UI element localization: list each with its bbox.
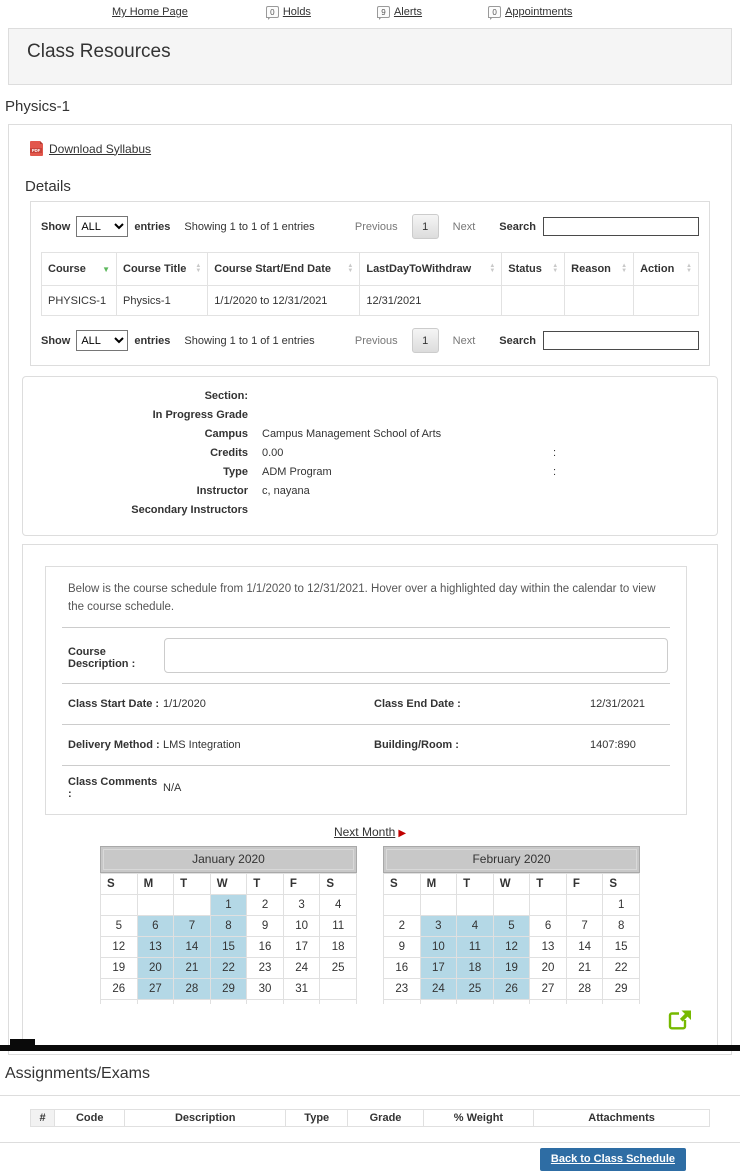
search-input[interactable] [543,331,699,350]
calendar-day-highlighted[interactable]: 18 [457,957,494,978]
info-value: Campus Management School of Arts [262,428,442,440]
calendar-day [420,999,457,1004]
sort-icon: ▲ ▼ [195,263,202,274]
assignments-column-header--weight: % Weight [423,1110,533,1127]
calendar-day: 12 [101,936,138,957]
pagination [351,214,479,239]
sort-icon: ▲ ▼ [489,263,496,274]
calendar-day: 9 [384,936,421,957]
info-row [39,447,701,459]
calendar-week-row [101,915,357,936]
info-row [39,466,701,478]
sort-active-icon: ▼ [102,264,111,274]
search-label: Search [499,220,536,233]
calendar-day: 4 [320,894,357,915]
nav-appointments-link[interactable]: Appointments [505,6,573,18]
calendar-day [384,894,421,915]
calendar-day [174,999,211,1004]
bottom-bar [0,1045,740,1051]
calendar-day: 19 [101,957,138,978]
calendars [35,846,705,1005]
calendar-day-highlighted[interactable]: 21 [174,957,211,978]
table-controls-top [41,214,699,239]
class-start-date-label: Class Start Date : [68,697,160,710]
calendar-day-highlighted[interactable]: 24 [420,978,457,999]
courses-table-panel [30,201,710,366]
calendar-day: 22 [603,957,640,978]
sort-icon: ▲ ▼ [621,263,628,274]
calendar-day: 21 [566,957,603,978]
calendar-day: 1 [603,894,640,915]
details-heading: Details [25,178,71,195]
calendar-week-row [384,936,640,957]
calendar-day [493,999,530,1004]
page-number-button[interactable]: 1 [412,214,439,239]
calendar-day: 13 [530,936,567,957]
calendar-week-row [384,978,640,999]
next-month-row [35,825,705,839]
page-title: Class Resources [27,41,171,62]
nav-my-home-page-link[interactable]: My Home Page [112,6,188,18]
column-label: Status [508,263,542,275]
calendar-day [384,999,421,1004]
column-header-reason[interactable] [565,253,634,286]
calendar-day: 26 [101,978,138,999]
weekday-header: F [566,873,603,894]
class-end-date-label: Class End Date : [374,697,461,710]
calendar-day-highlighted[interactable]: 17 [420,957,457,978]
sort-icon: ▲ ▼ [686,263,692,274]
nav-appointments[interactable] [488,6,572,18]
show-label: Show [41,220,71,233]
appointments-count-badge-icon: 0 [488,6,501,18]
course-description-label: Course Description : [68,645,136,670]
weekday-header: S [603,873,640,894]
calendar-title-bar [383,846,640,873]
calendar-week-row [101,957,357,978]
course-info-panel [22,376,718,536]
weekday-header: S [101,873,138,894]
calendar-day: 11 [320,915,357,936]
table-cell [565,286,634,316]
calendar-day-highlighted[interactable]: 29 [210,978,247,999]
calendar-day: 3 [283,894,320,915]
calendar-day [457,894,494,915]
calendar-day-highlighted[interactable]: 13 [137,936,174,957]
info-value: c, nayana [262,485,310,497]
weekday-header: F [283,873,320,894]
calendar-day-highlighted[interactable]: 11 [457,936,494,957]
calendar-day [320,999,357,1004]
calendar-day: 31 [283,978,320,999]
page-title-panel [8,28,732,85]
calendar-day-highlighted[interactable]: 7 [174,915,211,936]
calendar-day [174,894,211,915]
calendar-january-2020 [100,846,357,1005]
calendar-day [457,999,494,1004]
column-label: Action [640,263,675,275]
class-comments-row [62,776,670,810]
show-label: Show [41,334,71,347]
calendar-day-highlighted[interactable]: 5 [493,915,530,936]
info-suffix: : [553,447,557,459]
calendar-day: 29 [603,978,640,999]
info-label: Type [223,466,248,478]
weekday-header: W [493,873,530,894]
courses-table [41,252,699,316]
table-row [42,286,699,316]
next-page-button[interactable]: Next [452,334,476,347]
info-row [39,390,701,402]
column-header-course[interactable] [42,253,117,286]
search-box [499,217,699,236]
table-cell: 12/31/2021 [360,286,502,316]
calendar-day-highlighted[interactable]: 15 [210,936,247,957]
next-month-arrow-icon: ▶ [398,827,407,839]
holds-count-badge-icon: 0 [266,6,279,18]
previous-page-button[interactable]: Previous [354,334,398,347]
page-number-button[interactable]: 1 [412,328,439,353]
course-description-row [62,638,670,673]
search-box [499,331,699,350]
calendar-day [566,894,603,915]
schedule-info-box [45,566,687,815]
calendar-day [603,999,640,1004]
calendar-clipped-row [101,999,357,1004]
weekday-header: T [530,873,567,894]
calendar-day [530,894,567,915]
info-label: In Progress Grade [152,409,248,421]
calendar-day: 20 [530,957,567,978]
weekday-header: S [384,873,421,894]
class-start-date-value: 1/1/2020 [163,697,206,710]
info-suffix: : [553,466,557,478]
column-label: Course Title [123,263,187,275]
calendar-day [530,999,567,1004]
weekday-header: W [210,873,247,894]
search-label: Search [499,334,536,347]
calendar-day-highlighted[interactable]: 27 [137,978,174,999]
calendar-week-row [101,978,357,999]
download-syllabus-link[interactable] [30,141,151,156]
column-header-action[interactable] [634,253,699,286]
calendar-day-highlighted[interactable]: 12 [493,936,530,957]
assignments-column-header--: # [31,1110,55,1127]
calendar-day-highlighted[interactable]: 25 [457,978,494,999]
calendar-day [493,894,530,915]
bottom-bar-notch [10,1039,35,1047]
info-label: Instructor [196,485,248,497]
showing-entries-text: Showing 1 to 1 of 1 entries [184,220,315,233]
next-page-button[interactable]: Next [452,220,476,233]
calendar-day: 18 [320,936,357,957]
building-room-label: Building/Room : [374,738,459,751]
class-end-date-value: 12/31/2021 [590,697,646,710]
assignments-column-header-code: Code [55,1110,125,1127]
calendar-week-row [101,894,357,915]
top-nav [0,0,740,24]
calendar-day: 17 [283,936,320,957]
calendar-day: 5 [101,915,138,936]
info-value: 0.00 [262,447,284,459]
calendar-title-bar [100,846,357,873]
weekday-header: T [247,873,284,894]
calendar-day: 15 [603,936,640,957]
calendar-day-highlighted[interactable]: 3 [420,915,457,936]
calendar-clipped-row [384,999,640,1004]
nav-alerts[interactable] [377,6,422,18]
calendar-day-highlighted[interactable]: 19 [493,957,530,978]
calendar-week-row [101,936,357,957]
calendar-day [210,999,247,1004]
calendar-day: 14 [566,936,603,957]
schedule-panel [22,544,718,1046]
class-comments-label: Class Comments : [68,775,158,800]
footer-actions [0,1143,740,1171]
info-row [39,504,701,516]
calendar-day: 27 [530,978,567,999]
weekday-header: S [320,873,357,894]
table-cell [634,286,699,316]
column-header-status[interactable] [502,253,565,286]
column-header-course-start-end-date[interactable] [208,253,360,286]
class-details-panel [8,124,732,1055]
assignments-heading: Assignments/Exams [0,1065,740,1096]
assignments-column-header-type: Type [286,1110,348,1127]
column-label: Reason [571,263,611,275]
calendar-day [247,999,284,1004]
table-cell: 1/1/2020 to 12/31/2021 [208,286,360,316]
calendar-day-highlighted[interactable]: 10 [420,936,457,957]
column-header-course-title[interactable] [117,253,208,286]
delivery-method-value: LMS Integration [163,738,241,751]
calendar-day-highlighted[interactable]: 26 [493,978,530,999]
info-label: Section: [204,390,248,402]
nav-holds-link[interactable]: Holds [282,6,311,18]
calendar-day: 23 [247,957,284,978]
calendar-day-highlighted[interactable]: 4 [457,915,494,936]
weekday-header: M [420,873,457,894]
calendar-day [101,999,138,1004]
course-description-input[interactable] [164,638,668,673]
calendar-week-row [384,894,640,915]
download-syllabus-label: Download Syllabus [49,141,152,156]
info-row [39,485,701,497]
calendar-day-highlighted[interactable]: 20 [137,957,174,978]
assignments-column-header-attachments: Attachments [534,1110,710,1127]
entries-label: entries [134,220,171,233]
calendar-month-title: February 2020 [386,849,637,870]
info-row [39,409,701,421]
table-cell: Physics-1 [117,286,208,316]
table-cell: PHYSICS-1 [42,286,117,316]
calendar-day [566,999,603,1004]
svg-text:PDF: PDF [31,148,41,154]
entries-label: entries [134,334,171,347]
calendar-day: 16 [384,957,421,978]
pdf-icon [30,141,44,156]
previous-page-button[interactable]: Previous [354,220,398,233]
entries-per-page-select[interactable] [76,216,128,237]
calendar-day: 9 [247,915,284,936]
calendar-day [137,999,174,1004]
calendar-month-title: January 2020 [103,849,354,870]
assignments-column-header-grade: Grade [348,1110,423,1127]
calendar-day: 2 [247,894,284,915]
calendar-day: 24 [283,957,320,978]
info-value: ADM Program [262,466,332,478]
next-month-link[interactable]: Next Month [333,824,396,839]
calendar-day [283,999,320,1004]
calendar-day: 2 [384,915,421,936]
calendar-day: 25 [320,957,357,978]
showing-entries-text: Showing 1 to 1 of 1 entries [184,334,315,347]
calendar-day-highlighted[interactable]: 22 [210,957,247,978]
alerts-count-badge-icon: 9 [377,6,390,18]
calendar-day: 28 [566,978,603,999]
info-label: Campus [204,428,248,440]
schedule-intro-text: Below is the course schedule from 1/1/2020 to 12/31/2021. Hover over a highlighted day within the calendar to view the course schedule. [68,583,656,613]
calendar-day: 23 [384,978,421,999]
calendar-week-row [384,915,640,936]
table-controls-bottom [41,328,699,353]
column-label: Course [48,263,86,275]
assignments-table [30,1109,710,1127]
entries-per-page-select[interactable] [76,330,128,351]
calendar-february-2020 [383,846,640,1005]
column-label: LastDayToWithdraw [366,263,472,275]
building-room-value: 1407:890 [590,738,636,751]
column-header-lastdaytowithdraw[interactable] [360,253,502,286]
table-cell [502,286,565,316]
pagination [351,328,479,353]
share-export-icon[interactable] [667,1008,693,1032]
class-dates-row [62,694,670,714]
calendar-day [101,894,138,915]
delivery-method-label: Delivery Method : [68,738,160,751]
info-label: Credits [210,447,248,459]
calendar-day-highlighted[interactable]: 14 [174,936,211,957]
calendar-day-highlighted[interactable]: 8 [210,915,247,936]
calendar-day: 6 [530,915,567,936]
nav-alerts-link[interactable]: Alerts [393,6,423,18]
class-comments-value: N/A [163,781,182,794]
info-label: Secondary Instructors [131,504,248,516]
assignments-column-header-description: Description [125,1110,286,1127]
calendar-day [320,978,357,999]
sort-icon: ▲ ▼ [347,263,354,274]
course-heading: Physics-1 [5,98,71,115]
calendar-day-highlighted[interactable]: 6 [137,915,174,936]
sort-icon: ▲ ▼ [552,263,559,274]
calendar-day [420,894,457,915]
calendar-day: 8 [603,915,640,936]
back-to-class-schedule-button[interactable]: Back to Class Schedule [540,1148,686,1171]
nav-holds[interactable] [266,6,311,18]
weekday-header: T [457,873,494,894]
delivery-room-row [62,735,670,755]
calendar-day [137,894,174,915]
weekday-header: M [137,873,174,894]
search-input[interactable] [543,217,699,236]
info-row [39,428,701,440]
weekday-header: T [174,873,211,894]
calendar-day-highlighted[interactable]: 28 [174,978,211,999]
share-row [35,1004,705,1035]
column-label: Course Start/End Date [214,263,332,275]
calendar-day: 7 [566,915,603,936]
calendar-day: 10 [283,915,320,936]
calendar-day: 16 [247,936,284,957]
calendar-day: 30 [247,978,284,999]
calendar-week-row [384,957,640,978]
calendar-day-highlighted[interactable]: 1 [210,894,247,915]
